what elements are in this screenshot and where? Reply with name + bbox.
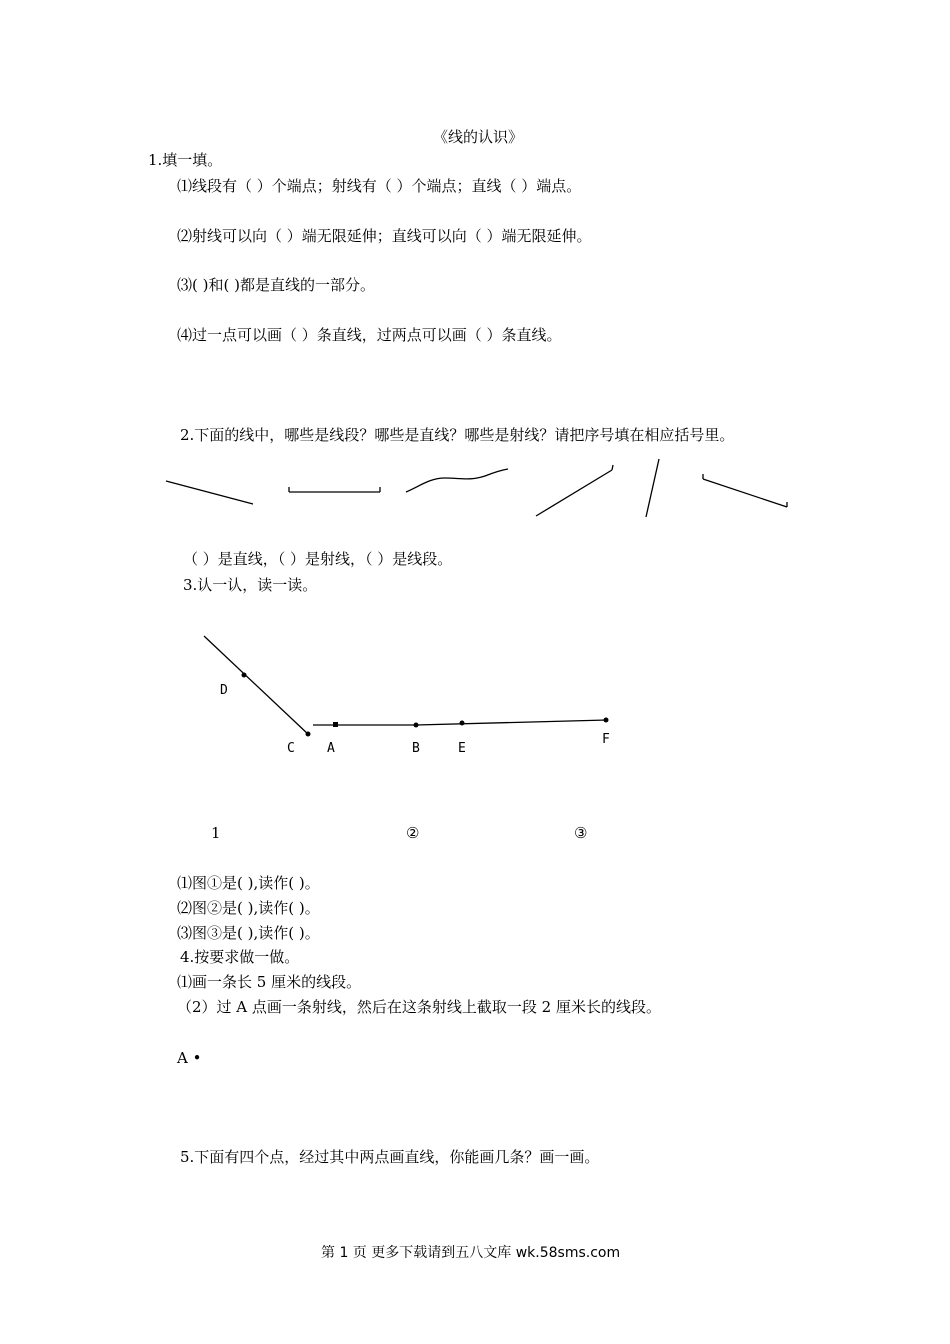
q2-line-2: [289, 487, 380, 492]
q3-item-2: ⑵图②是( ),读作( )。: [177, 899, 320, 917]
figure-number-3: ③: [574, 824, 588, 842]
q4-point-a: A •: [177, 1049, 202, 1067]
q4-heading: 4.按要求做一做。: [180, 948, 300, 966]
page-footer: 第 1 页 更多下载请到五八文库 wk.58sms.com: [321, 1245, 621, 1261]
q3-item-1: ⑴图①是( ),读作( )。: [177, 874, 320, 892]
q2-answer-line: （ ）是直线，（ ）是射线，（ ）是线段。: [183, 550, 453, 568]
point-E: [460, 721, 465, 726]
point-A: [333, 722, 338, 727]
q2-line-5: [646, 459, 659, 517]
q4-item-1: ⑴画一条长 5 厘米的线段。: [177, 973, 362, 991]
q3-figure: [204, 636, 609, 737]
figure-number-1: 1: [211, 824, 221, 842]
label-B: B: [412, 741, 420, 756]
q1-item-2: ⑵射线可以向（ ）端无限延伸；直线可以向（ ）端无限延伸。: [177, 227, 592, 245]
q2-line-4: [536, 465, 613, 516]
q2-heading: 2.下面的线中，哪些是线段？哪些是直线？哪些是射线？请把序号填在相应括号里。: [180, 426, 735, 444]
label-C: C: [287, 741, 295, 756]
figure-number-2: ②: [406, 824, 420, 842]
point-D: [242, 673, 247, 678]
label-F: F: [602, 732, 610, 747]
q5-heading: 5.下面有四个点，经过其中两点画直线，你能画几条？画一画。: [180, 1148, 600, 1166]
q3-heading: 3.认一认，读一读。: [183, 576, 318, 594]
figure-3-line-EF: [416, 720, 607, 725]
page-title: 《线的认识》: [433, 128, 524, 146]
q2-line-3: [406, 469, 508, 492]
q1-item-3: ⑶( )和( )都是直线的一部分。: [177, 276, 375, 294]
q1-item-4: ⑷过一点可以画（ ）条直线，过两点可以画（ ）条直线。: [177, 326, 562, 344]
q1-item-1: ⑴线段有（ ）个端点；射线有（ ）个端点；直线（ ）端点。: [177, 177, 582, 195]
q2-line-1: [166, 481, 253, 504]
q1-heading: 1.填一填。: [148, 151, 223, 169]
label-D: D: [220, 683, 228, 698]
point-C: [306, 732, 311, 737]
label-E: E: [458, 741, 466, 756]
q3-item-3: ⑶图③是( ),读作( )。: [177, 924, 320, 942]
point-F: [604, 718, 609, 723]
q4-item-2: （2）过 A 点画一条射线，然后在这条射线上截取一段 2 厘米长的线段。: [177, 998, 661, 1016]
label-A: A: [327, 741, 335, 756]
q2-line-6: [703, 474, 787, 507]
